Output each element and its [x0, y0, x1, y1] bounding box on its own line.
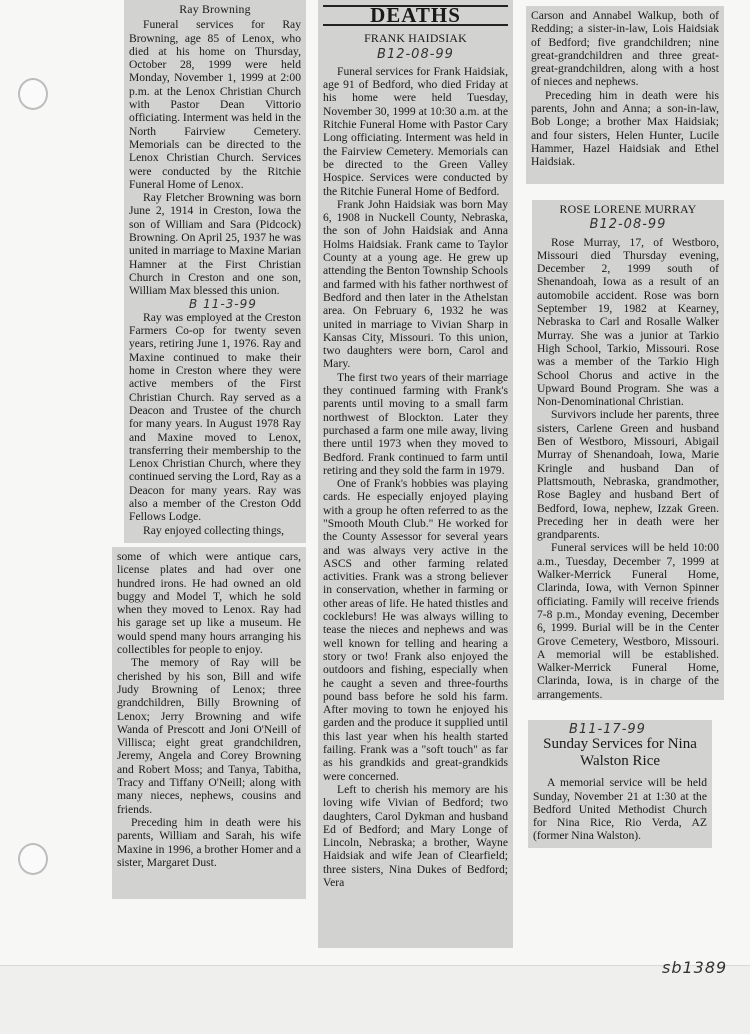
- obituary-haidsiak-continued: [526, 6, 724, 184]
- obituary-paragraph: Preceding him in death were his parents, John and Anna; a son-in-law, Bob Longe; a brother Max Haidsiak; and four sisters, Helen Hunter, Lucile Hammer, Hazel Haidsiak and Ethel Haidsiak.: [531, 88, 719, 169]
- obituary-paragraph: some of which were antique cars, license plates and had over one hundred irons. He had owned an old buggy and Model T, which he sold when they moved to Lenox. Ray had his garage set up like a museum. He would spend many hours arranging his collectibles for people to enjoy.: [117, 550, 301, 657]
- obituary-paragraph: Rose Murray, 17, of Westboro, Missouri died Thursday evening, December 2, 1999 south of Shenandoah, Iowa as a result of an automobile accident. Rose was born September 19, 1982 at Kearney, Nebraska to Carl and Rosalle Walker Murray. She was a junior at Tarkio High School, Tarkio, Missouri. Rose was a member of the Tarkio High School Chorus and active in the Upward Bound Program. She was a Non-Denominational Christian.: [537, 235, 719, 409]
- obituary-paragraph: Ray Fletcher Browning was born June 2, 1914 in Creston, Iowa the son of William and Sara (Pidcock) Browning. On April 25, 1937 he was united in marriage to Maxine Marian Hamner at the First Christian Church in Creston and one son, William Max blessed this union.: [129, 191, 301, 298]
- handwritten-date: B12-08-99: [589, 217, 667, 233]
- obituary-paragraph: Preceding him in death were his parents, William and Sarah, his wife Maxine in 1996, a brother Homer and a sister, Margaret Dust.: [117, 815, 301, 869]
- binder-hole-top: [18, 78, 48, 110]
- obituary-browning-part-2: [112, 547, 306, 899]
- obituary-haidsiak: [318, 0, 513, 948]
- obituary-paragraph: Survivors include her parents, three sisters, Carlene Green and husband Ben of Westboro, Missouri, Abigail Murray of Shenandoah, Iowa, Marie Kringle and husband Dan of Plattsmouth, Nebraska, grandmother, Rose Bagley and husband Bert of Bedford, Iowa, nephew, Izzak Green. Preceding her in death were her grandparents.: [537, 408, 719, 542]
- obituary-paragraph: Funeral services for Frank Haidsiak, age 91 of Bedford, who died Friday at his home were held Tuesday, November 30, 1999 at 10:30 a.m. at the Ritchie Funeral Home with Pastor Cary Long officiating. Interment was held in the Fairview Cemetery. Memorials can be directed to the Green Valley Hospice. Services were conducted by the Ritchie Funeral Home of Bedford.: [323, 64, 508, 198]
- notice-title: Sunday Services for Nina Walston Rice: [543, 736, 697, 770]
- obituary-paragraph: One of Frank's hobbies was playing cards. He especially enjoyed playing with a group he often referred to as the "Smooth Mouth Club." He worked for the County Assessor for several years and was always very active in the ASCS and other farming related activities. Frank was a strong believer in conservation, whether in farming or other areas of life. He hated thistles and cockleburs! He was always willing to tease the nieces and nephews and was well known for telling and hearing a story or two! Frank also enjoyed the outdoors and fishing, especially when he caught a seven and three-fourths pound bass before he sold his farm. After moving to town he enjoyed his garden and the produce it supplied until this last year when his health started failing. Frank was a "soft touch" as far as his grandkids and great-grandkids were concerned.: [323, 477, 508, 783]
- obituary-paragraph: The first two years of their marriage they continued farming with Frank's parents until moving to a small farm northwest of Blockton. Later they purchased a farm one mile away, living there until 1973 when they moved to Bedford. Frank continued to farm until retiring and they sold the farm in 1979.: [323, 370, 508, 477]
- handwritten-date: B11-17-99: [569, 722, 646, 737]
- obituary-paragraph: Carson and Annabel Walkup, both of Redding; a sister-in-law, Lois Haidsiak of Bedford; five grandchildren; nine great-grandchildren and three great-great-grandchildren, along with a host of nieces and nephews.: [531, 9, 719, 89]
- notice-paragraph: A memorial service will be held Sunday, November 21 at 1:30 at the Bedford United Methodist Church for Nina Rice, Rio Verda, AZ (former Nina Walston).: [533, 776, 707, 843]
- obituary-paragraph: The memory of Ray will be cherished by his son, Bill and wife Judy Browning of Lenox; three grandchildren, Billy Browning of Lenox; Jerry Browning and wife Wanda of Prescott and Joni O'Neill of Villisca; eight great grandchildren, Jeremy, Angela and Corey Browning and Robert Moss; and Tanya, Tabitha, Tracy and Tiffany O'Neill; along with many nieces, nephews, cousins and friends.: [117, 656, 301, 816]
- obituary-title: Ray Browning: [179, 2, 251, 16]
- obituary-murray: [532, 200, 724, 700]
- handwritten-date: B12-08-99: [377, 46, 454, 62]
- obituary-browning-part-1: [124, 0, 306, 543]
- obituary-paragraph: Frank John Haidsiak was born May 6, 1908 in Nuckell County, Nebraska, the son of John Haidsiak and Anna Holms Haidsiak. Frank came to Taylor County at a young age. He grew up attending the Benton Township Schools and farmed with his father northwest of Bedford and then later in the Athelstan area. On February 6, 1932 he was united in marriage to Vivian Sharp in Kansas City, Missouri. To this union, two daughters were born, Carol and Mary.: [323, 197, 508, 371]
- obituary-paragraph: Funeral services for Ray Browning, age 85 of Lenox, who died at his home on Thursday, October 28, 1999 were held Monday, November 1, 1999 at 2:00 p.m. at the Lenox Christian Church with Pastor Dean Vittorio officiating. Interment was held in the North Fairview Cemetery. Memorials can be directed to the Lenox Christian Church. Services were conducted by the Ritchie Funeral Home of Lenox.: [129, 18, 301, 191]
- obituary-title: FRANK HAIDSIAK: [364, 31, 467, 46]
- obituary-paragraph: Funeral services will be held 10:00 a.m., Tuesday, December 7, 1999 at Walker-Merrick Funeral Home, Clarinda, Iowa, with Vernon Spinner officiating. Family will receive friends 7-8 p.m., Monday evening, December 6, 1999. Burial will be in the Center Grove Cemetery, Westboro, Missouri. A memorial will be established. Walker-Merrick Funeral Home, Clarinda, Iowa, is in charge of the arrangements.: [537, 541, 719, 701]
- obituary-title: ROSE LORENE MURRAY: [559, 202, 697, 216]
- section-header: DEATHS: [323, 5, 508, 26]
- obituary-paragraph: Ray was employed at the Creston Farmers Co-op for twenty seven years, retiring June 1, 1976. Ray and Maxine continued to make their home in Creston where they were active members of the First Christian Church. Ray served as a Deacon and Trustee of the church for many years. In August 1978 Ray and Maxine moved to Lenox, transferring their membership to the Lenox Christian Church, where they continued serving the Lord, Ray as a Deacon for many years. Ray was also a member of the Creston Odd Fellows Lodge.: [129, 310, 301, 524]
- obituary-paragraph: Left to cherish his memory are his loving wife Vivian of Bedford; two daughters, Carol Dykman and husband Ed of Bedford; and Mary Longe of Lincoln, Nebraska; a brother, Wayne Haidsiak and wife Jean of Clearfield; three sisters, Nina Dukes of Bedford; Vera: [323, 782, 508, 889]
- binder-hole-bottom: [18, 843, 48, 875]
- notice-rice: [528, 720, 712, 848]
- obituary-paragraph: Ray enjoyed collecting things,: [143, 523, 285, 537]
- page-bottom-margin: [0, 965, 750, 1034]
- catalog-number: sb1389: [662, 958, 728, 977]
- handwritten-date: B 11-3-99: [189, 296, 257, 311]
